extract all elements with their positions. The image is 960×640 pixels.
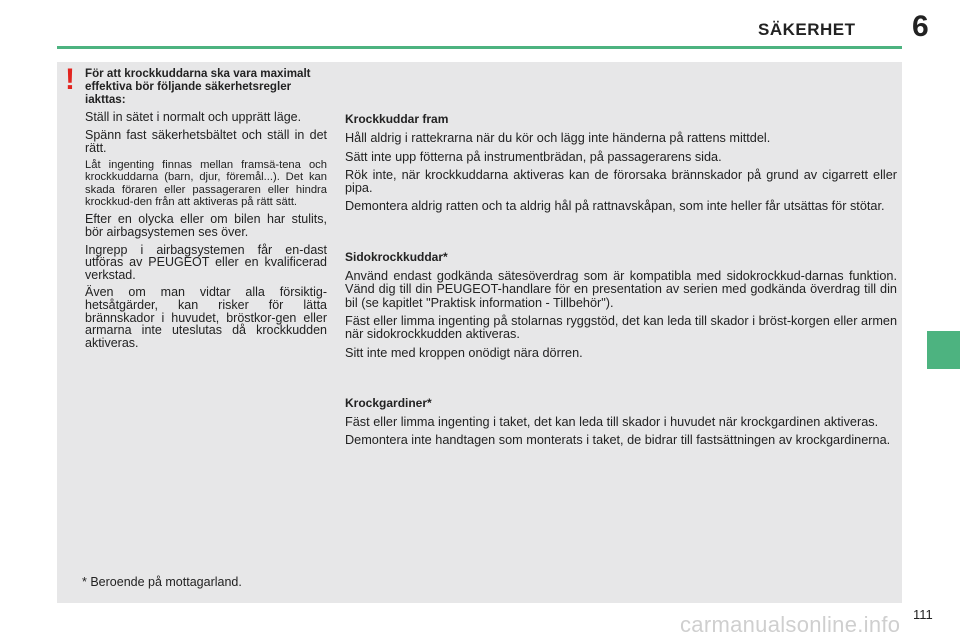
footnote: * Beroende på mottagarland. <box>82 575 242 589</box>
warning-paragraph: Även om man vidtar alla försiktig-hetsåtgärder, kan risker för lätta brännskador i huvudet, bröstkor-gen eller armarna inte uteslutas då krockkudden aktiveras. <box>85 285 327 350</box>
chapter-title: SÄKERHET <box>758 20 856 39</box>
section-paragraph: Håll aldrig i rattekrarna när du kör och lägg inte händerna på rattens mittdel. <box>345 131 771 146</box>
section-title: Sidokrockkuddar* <box>345 249 448 264</box>
watermark-text[interactable]: carmanualsonline.info <box>680 612 901 637</box>
page-number: 111 <box>913 607 933 622</box>
section-paragraph: Sätt inte upp fötterna på instrumentbrädan, på passagerarens sida. <box>345 149 722 164</box>
warning-paragraph: Ställ in sätet i normalt och upprätt läge. <box>85 110 302 125</box>
section-curtain-airbags <box>345 397 897 448</box>
section-paragraph: Använd endast godkända sätesöverdrag som är kompatibla med sidokrockkud-darnas funktion. Vänd dig till din PEUGEOT-handlare för en presentation av serien med godkända överdrag till din bil (se kapitlet "Praktisk information - Tillbehör"). <box>345 269 897 310</box>
section-paragraph: Fäst eller limma ingenting i taket, det kan leda till skador i huvudet när krockgardinen aktiveras. <box>345 415 879 430</box>
section-paragraph: Demontera inte handtagen som monterats i taket, de bidrar till fastsättningen av krockgardinerna. <box>345 433 891 448</box>
warning-paragraph: Ingrepp i airbagsystemen får en-dast utföras av PEUGEOT eller en kvalificerad verkstad. <box>85 242 327 282</box>
section-paragraph: Demontera aldrig ratten och ta aldrig hål på rattnavskåpan, som inte heller får utsättas för stötar. <box>345 199 885 214</box>
warning-paragraph: Efter en olycka eller om bilen har stulits, bör airbagsystemen ses över. <box>85 212 327 239</box>
section-side-airbags <box>345 251 897 360</box>
header-rule <box>57 46 902 49</box>
section-front-airbags <box>345 113 897 214</box>
warning-paragraph: Låt ingenting finnas mellan framsä-tena och krockkuddarna (barn, djur, föremål...). Det kan skada föraren eller passageraren eller hindra krockkud-den från att aktiveras på rätt sätt. <box>85 159 327 209</box>
warning-heading: För att krockkuddarna ska vara maximalt effektiva bör följande säkerhetsregler iakttas: <box>85 67 311 106</box>
chapter-number: 6 <box>912 10 929 43</box>
section-paragraph: Sitt inte med kroppen onödigt nära dörren. <box>345 345 583 360</box>
chapter-side-tab[interactable] <box>927 331 960 369</box>
warning-paragraph: Spänn fast säkerhetsbältet och ställ in det rätt. <box>85 127 327 155</box>
warning-icon: ! <box>65 63 75 96</box>
section-title: Krockkuddar fram <box>345 112 449 126</box>
section-title: Krockgardiner* <box>345 395 432 410</box>
section-paragraph: Rök inte, när krockkuddarna aktiveras kan de förorsaka brännskador på grund av cigarrett eller pipa. <box>345 167 897 196</box>
warning-column <box>85 68 327 354</box>
section-paragraph: Fäst eller limma ingenting på stolarnas ryggstöd, det kan leda till skador i bröst-korgen eller armen när sidokrockkudden aktiveras. <box>345 313 897 342</box>
main-column <box>345 113 897 485</box>
